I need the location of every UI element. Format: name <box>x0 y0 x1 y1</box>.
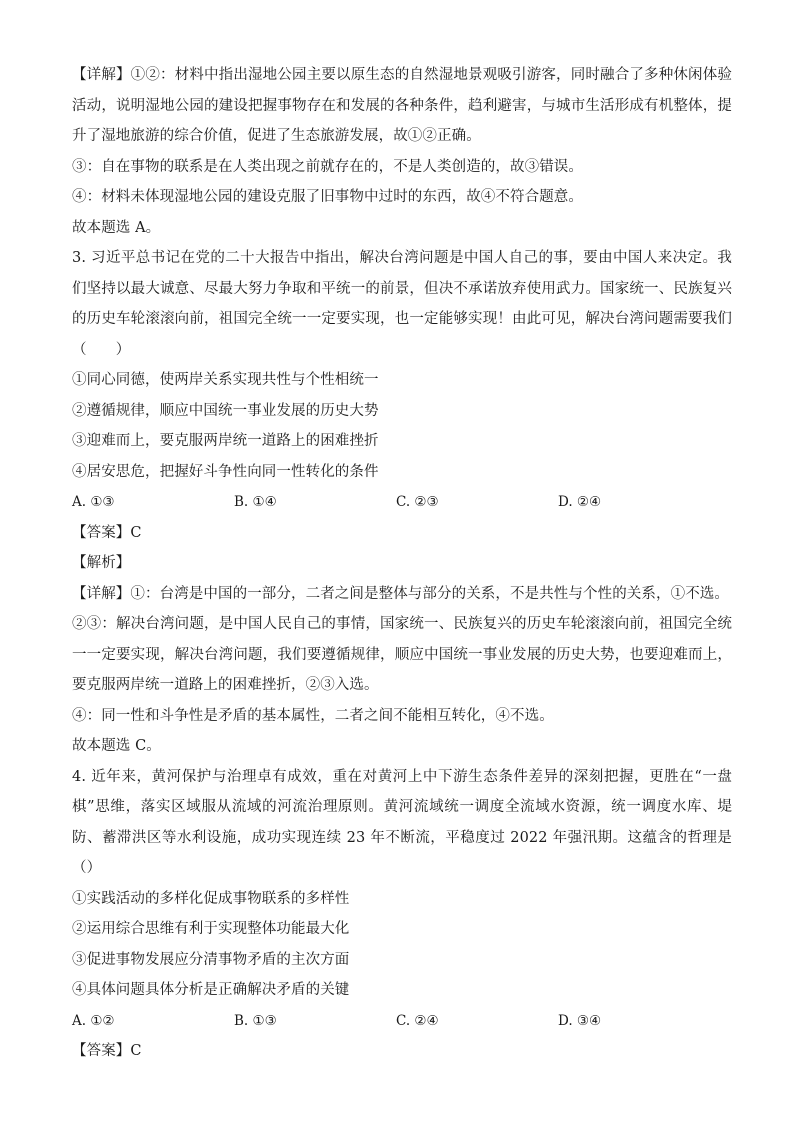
question-4-statement: ①实践活动的多样化促成事物联系的多样性 <box>72 890 350 907</box>
document-page <box>72 60 732 1067</box>
question-3-statement: ④居安思危，把握好斗争性向同一性转化的条件 <box>72 463 379 480</box>
question-4-statement: ④具体问题具体分析是正确解决矛盾的关键 <box>72 982 350 998</box>
explanation-paragraph: ②③：解决台湾问题，是中国人民自己的事情，国家统一、民族复兴的历史车轮滚滚向前，祖国完全统一一定要实现，解决台湾问题，我们要遵循规律，顺应中国统一事业发展的历史大势，也要迎难而上，要克服两岸统一道路上的困难挫折，②③入选。 <box>72 616 732 693</box>
option-a: A. ①③ <box>72 494 115 510</box>
question-4-options <box>72 1006 732 1037</box>
explanation-line: ④：同一性和斗争性是矛盾的基本属性，二者之间不能相互转化，④不选。 <box>72 707 554 724</box>
question-4-answer: 【答案】C <box>72 1043 142 1059</box>
question-4-stem: 4. 近年来，黄河保护与治理卓有成效，重在对黄河上中下游生态条件差异的深刻把握，更胜在“一盘棋”思维，落实区域服从流域的河流治理原则。黄河流域统一调度全流域水资源，统一调度水库、堤防、蓄滞洪区等水利设施，成功实现连续 23 年不断流，平稳度过 2022 年强汛期。这蕴含的哲理是（） <box>72 768 732 876</box>
question-4-statement: ③促进事物发展应分清事物矛盾的主次方面 <box>72 951 350 968</box>
question-3-statement: ①同心同德，使两岸关系实现共性与个性相统一 <box>72 372 379 388</box>
answer-conclusion: 故本题选 A。 <box>72 219 161 236</box>
question-3-answer: 【答案】C <box>72 524 142 541</box>
answer-conclusion: 故本题选 C。 <box>72 738 161 754</box>
option-c: C. ②④ <box>396 1012 439 1029</box>
question-3-stem: 3. 习近平总书记在党的二十大报告中指出，解决台湾问题是中国人自己的事，要由中国人来决定。我们坚持以最大诚意、尽最大努力争取和平统一的前景，但决不承诺放弃使用武力。国家统一、民族复兴的历史车轮滚滚向前，祖国完全统一一定要实现，也一定能够实现！由此可见，解决台湾问题需要我们（ ） <box>72 250 732 358</box>
option-c: C. ②③ <box>396 494 439 510</box>
question-3-analysis-heading: 【解析】 <box>72 555 131 571</box>
option-b: B. ①④ <box>234 494 277 510</box>
explanation-line: ③：自在事物的联系是在人类出现之前就存在的，不是人类创造的，故③错误。 <box>72 158 583 175</box>
option-d: D. ②④ <box>558 494 602 510</box>
explanation-line: ④：材料未体现湿地公园的建设克服了旧事物中过时的东西，故④不符合题意。 <box>72 189 583 205</box>
question-3-statement: ③迎难而上，要克服两岸统一道路上的困难挫折 <box>72 433 379 449</box>
explanation-line: 【详解】①：台湾是中国的一部分，二者之间是整体与部分的关系，不是共性与个性的关系，①不选。 <box>72 585 729 602</box>
option-b: B. ①③ <box>234 1012 277 1029</box>
option-d: D. ③④ <box>558 1012 602 1029</box>
question-3-statement: ②遵循规律，顺应中国统一事业发展的历史大势 <box>72 402 379 419</box>
question-3-options <box>72 487 732 518</box>
question-4-statement: ②运用综合思维有利于实现整体功能最大化 <box>72 921 350 937</box>
option-a: A. ①② <box>72 1012 115 1029</box>
explanation-paragraph: 【详解】①②：材料中指出湿地公园主要以原生态的自然湿地景观吸引游客，同时融合了多种休闲体验活动，说明湿地公园的建设把握事物存在和发展的各种条件，趋利避害，与城市生活形成有机整体，提升了湿地旅游的综合价值，促进了生态旅游发展，故①②正确。 <box>72 67 732 144</box>
